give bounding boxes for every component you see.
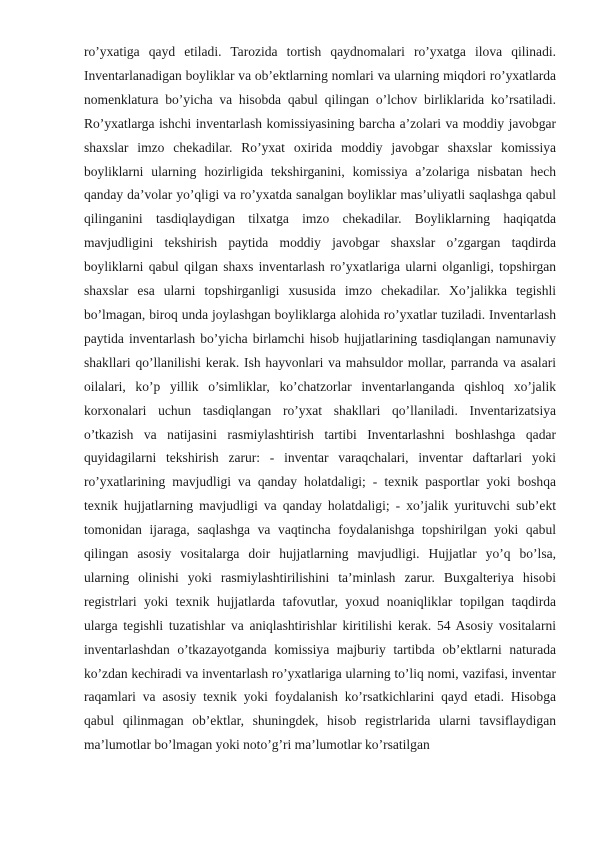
document-page [84,40,556,820]
body-paragraph: ro’yxatiga qayd etiladi. Tarozida tortish qaydnomalari ro’yxatga ilova qilinadi. Inventarlanadigan boyliklar va ob’ektlarning nomlari va ularning miqdori ro’yxatlarda nomenklatura bo’yicha va hisobda qabul qilingan o’lchov birliklarida ko’rsatiladi. Ro’yxatlarga ishchi inventarlash komissiyasining barcha a’zolari va moddiy javobgar shaxslar imzo chekadilar. Ro’yxat oxirida moddiy javobgar shaxslar komissiya boyliklarni ularning hozirligida tekshirganini, komissiya a’zolariga nisbatan hech qanday da’volar yo’qligi va ro’yxatda sanalgan boyliklar mas’uliyatli saqlashga qabul qilinganini tasdiqlaydigan tilxatga imzo chekadilar. Boyliklarning haqiqatda mavjudligini tekshirish paytida moddiy javobgar shaxslar o’zgargan taqdirda boyliklarni qabul qilgan shaxs inventarlash ro’yxatlariga ularni olganligi, topshirgan shaxslar esa ularni topshirganligi xususida imzo chekadilar. Xo’jalikka tegishli bo’lmagan, biroq unda joylashgan boyliklarga alohida ro’yxatlar tuziladi. Inventarlash paytida inventarlash bo’yicha birlamchi hisob hujjatlarining tasdiqlangan namunaviy shakllari qo’llanilishi kerak. Ish hayvonlari va mahsuldor mollar, parranda va asalari oilalari, ko’p yillik o’simliklar, ko’chatzorlar inventarlanganda qishloq xo’jalik korxonalari uchun tasdiqlangan ro’yxat shakllari qo’llaniladi. Inventarizatsiya o’tkazish va natijasini rasmiylashtirish tartibi Inventarlashni boshlashga qadar quyidagilarni tekshirish zarur: - inventar varaqchalari, inventar daftarlari yoki ro’yxatlarining mavjudligi va qanday holatdaligi; - texnik pasportlar yoki boshqa texnik hujjatlarning mavjudligi va qanday holatdaligi; - xo’jalik yurituvchi sub’ekt tomonidan ijaraga, saqlashga va vaqtincha foydalanishga topshirilgan yoki qabul qilingan asosiy vositalarga doir hujjatlarning mavjudligi. Hujjatlar yo’q bo’lsa, ularning olinishi yoki rasmiylashtirilishini ta’minlash zarur. Buxgalteriya hisobi registrlari yoki texnik hujjatlarda tafovutlar, yoxud noaniqliklar topilgan taqdirda ularga tegishli tuzatishlar va aniqlashtirishlar kiritilishi kerak. 54 Asosiy vositalarni inventarlashdan o’tkazayotganda komissiya majburiy tartibda ob’ektlarni naturada ko’zdan kechiradi va inventarlash ro’yxatlariga ularning to’liq nomi, vazifasi, inventar raqamlari va asosiy texnik yoki foydalanish ko’rsatkichlarini qayd etadi. Hisobga qabul qilinmagan ob’ektlar, shuningdek, hisob registrlarida ularni tavsiflaydigan ma’lumotlar bo’lmagan yoki noto’g’ri ma’lumotlar ko’rsatilgan [84,44,556,753]
